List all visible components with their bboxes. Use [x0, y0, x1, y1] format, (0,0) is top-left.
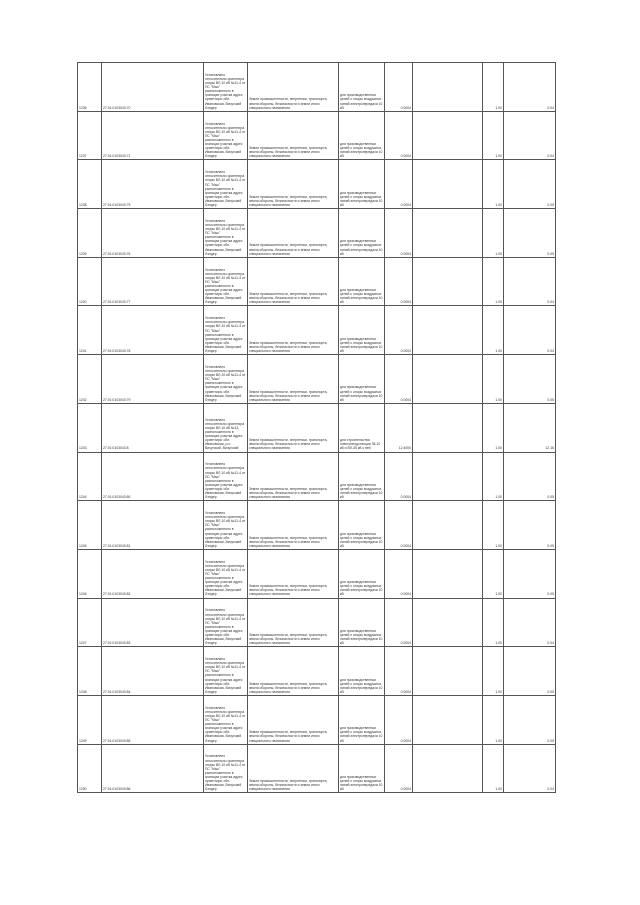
location-description-cell: Установлено относительно ориентира опоры ВЛ-10 кВ №11-4 от ПС "Мыс" расположенного в границах участка адрес ориентира: обл. Ивановская, Вичугский Лэндер — [204, 452, 248, 501]
coefficient-cell: 1.00 — [483, 63, 504, 112]
land-category-cell: Земли промышленности, энергетики, транспорта, земли обороны, безопасности и земли иного специального назначения — [248, 209, 339, 258]
permitted-use-cell: для производственных целей с опоры воздушных линий электропередачи 10 кВ — [339, 598, 385, 647]
location-description-cell: Установлено относительно ориентира опоры ВЛ-10 кВ №11-4 от ПС "Мыс" расположенного в границах участка адрес ориентира: обл. Ивановская, Вичугский Лэндер — [204, 598, 248, 647]
empty-cell — [413, 257, 483, 306]
permitted-use-cell: для производственных целей с опоры воздушных линий электропередачи 10 кВ — [339, 695, 385, 744]
land-category-cell: Земли промышленности, энергетики, транспорта, земли обороны, безопасности и земли иного специального назначения — [248, 744, 339, 793]
empty-cell — [413, 403, 483, 452]
value-cell: 0.05 — [504, 647, 556, 696]
cadastral-number-cell: 27:01:0103043:84 — [102, 647, 204, 696]
land-category-cell: Земли промышленности, энергетики, транспорта, земли обороны, безопасности и земли иного специального назначения — [248, 452, 339, 501]
row-number-cell: 1240 — [78, 257, 102, 306]
cadastral-number-cell: 27:01:0103043:86 — [102, 744, 204, 793]
land-category-cell: Земли промышленности, энергетики, транспорта, земли обороны, безопасности и земли иного специального назначения — [248, 549, 339, 598]
row-number-cell: 1247 — [78, 598, 102, 647]
table-row — [78, 695, 556, 744]
coefficient-cell: 1.00 — [483, 306, 504, 355]
value-cell: 0.04 — [504, 63, 556, 112]
empty-cell — [413, 598, 483, 647]
value-cell: 0.05 — [504, 695, 556, 744]
land-category-cell: Земли промышленности, энергетики, транспорта, земли обороны, безопасности и земли иного специального назначения — [248, 111, 339, 160]
permitted-use-cell: для производственных целей с опоры воздушных линий электропередачи 10 кВ — [339, 744, 385, 793]
permitted-use-cell: для производственных целей с опоры воздушных линий электропередачи 10 кВ — [339, 306, 385, 355]
cadastral-number-cell: 27:01:0103043:77 — [102, 257, 204, 306]
location-description-cell: Установлено относительно ориентира опоры ВЛ-10 кВ №11-4 от ПС "Мыс" расположенного в границах участка адрес ориентира: обл. Ивановская, Вичугский Лэндер — [204, 744, 248, 793]
row-number-cell: 1248 — [78, 647, 102, 696]
coefficient-cell: 1.00 — [483, 744, 504, 793]
location-description-cell: Установлено относительно ориентира опоры ВЛ-10 кВ №11-4 от ПС "Мыс" расположенного в границах участка адрес ориентира: обл. Ивановская, Вичугский Лэндер — [204, 160, 248, 209]
coefficient-cell: 1.00 — [483, 501, 504, 550]
land-category-cell: Земли промышленности, энергетики, транспорта, земли обороны, безопасности и земли иного специального назначения — [248, 598, 339, 647]
table-row — [78, 160, 556, 209]
value-cell: 0.05 — [504, 209, 556, 258]
permitted-use-cell: для производственных целей с опоры воздушных линий электропередачи 10 кВ — [339, 160, 385, 209]
value-cell: 0.04 — [504, 598, 556, 647]
coefficient-cell: 1.00 — [483, 160, 504, 209]
row-number-cell: 1236 — [78, 63, 102, 112]
location-description-cell: Установлено относительно ориентира опоры ВЛ-10 кВ №11-4 от ПС "Мыс" расположенного в границах участка адрес ориентира: обл. Ивановская, Вичугский Лэндер — [204, 647, 248, 696]
area-cell: 0.0004 — [385, 209, 413, 258]
area-cell: 0.0004 — [385, 647, 413, 696]
cadastral-number-cell: 27:01:0103043:78 — [102, 306, 204, 355]
value-cell: 0.05 — [504, 549, 556, 598]
permitted-use-cell: для производственных целей с опоры воздушных линий электропередачи 10 кВ — [339, 111, 385, 160]
row-number-cell: 1238 — [78, 160, 102, 209]
permitted-use-cell: для производственных целей с опоры воздушных линий электропередачи 10 кВ — [339, 647, 385, 696]
cadastral-number-cell: 27:01:0103043:71 — [102, 111, 204, 160]
empty-cell — [413, 647, 483, 696]
area-cell: 0.0004 — [385, 306, 413, 355]
row-number-cell: 1244 — [78, 452, 102, 501]
table-row — [78, 403, 556, 452]
empty-cell — [413, 306, 483, 355]
location-description-cell: Установлено относительно ориентира опоры ВЛ-10 кВ №11-4 от ПС "Мыс" расположенного в границах участка адрес ориентира: обл. Ивановская, Вичугский Лэндер — [204, 63, 248, 112]
empty-cell — [413, 452, 483, 501]
coefficient-cell: 1.00 — [483, 209, 504, 258]
empty-cell — [413, 209, 483, 258]
row-number-cell: 1241 — [78, 306, 102, 355]
cadastral-number-cell: 27:01:0103043:83 — [102, 598, 204, 647]
table-body — [78, 63, 556, 793]
table-row — [78, 111, 556, 160]
location-description-cell: Установлено относительно ориентира опоры ВЛ-10 кВ №11-4 от ПС "Мыс" расположенного в границах участка адрес ориентира: обл. Ивановская, Вичугский Лэндер — [204, 257, 248, 306]
table-row — [78, 306, 556, 355]
coefficient-cell: 1.00 — [483, 403, 504, 452]
row-number-cell: 1242 — [78, 355, 102, 404]
area-cell: 0.0004 — [385, 501, 413, 550]
row-number-cell: 1246 — [78, 549, 102, 598]
table-row — [78, 452, 556, 501]
permitted-use-cell: для производственных целей с опоры воздушных линий электропередачи 10 кВ — [339, 501, 385, 550]
area-cell: 0.0004 — [385, 63, 413, 112]
permitted-use-cell: для производственных целей с опоры воздушных линий электропередачи 10 кВ — [339, 549, 385, 598]
land-category-cell: Земли промышленности, энергетики, транспорта, земли обороны, безопасности и земли иного специального назначения — [248, 257, 339, 306]
permitted-use-cell: для производственных целей с опоры воздушных линий электропередачи 10 кВ — [339, 452, 385, 501]
cadastral-number-cell: 27:01:0103043:85 — [102, 695, 204, 744]
coefficient-cell: 1.00 — [483, 111, 504, 160]
land-category-cell: Земли промышленности, энергетики, транспорта, земли обороны, безопасности и земли иного специального назначения — [248, 647, 339, 696]
value-cell: 0.05 — [504, 355, 556, 404]
cadastral-number-cell: 27:01:0103043:8 — [102, 403, 204, 452]
location-description-cell: Установлено относительно ориентира опоры ВЛ-10 кВ №11-4 от ПС "Мыс" расположенного в границах участка адрес ориентира: обл. Ивановская, Вичугский Лэндер — [204, 209, 248, 258]
table-row — [78, 63, 556, 112]
land-category-cell: Земли промышленности, энергетики, транспорта, земли обороны, безопасности и земли иного специального назначения — [248, 501, 339, 550]
coefficient-cell: 1.00 — [483, 257, 504, 306]
land-category-cell: Земли промышленности, энергетики, транспорта, земли обороны, безопасности и земли иного специального назначения — [248, 63, 339, 112]
area-cell: 0.0004 — [385, 549, 413, 598]
location-description-cell: Установлено относительно ориентира опоры ВЛ-10 кВ №11-4 от ПС "Мыс" расположенного в границах участка адрес ориентира: обл. Ивановская, Вичугский Лэндер — [204, 695, 248, 744]
area-cell: 0.0004 — [385, 257, 413, 306]
row-number-cell: 1239 — [78, 209, 102, 258]
row-number-cell: 1243 — [78, 403, 102, 452]
permitted-use-cell: для производственных целей с опоры воздушных линий электропередачи 10 кВ — [339, 355, 385, 404]
value-cell: 0.04 — [504, 306, 556, 355]
location-description-cell: Установлено относительно ориентира опоры ВЛ-10 кВ №13, расположенного в границах участка адрес ориентира: обл. Ивановская, р-н Вичугский, Вичугский — [204, 403, 248, 452]
value-cell: 0.04 — [504, 257, 556, 306]
cadastral-number-cell: 27:01:0103043:70 — [102, 63, 204, 112]
area-cell: 0.0004 — [385, 695, 413, 744]
cadastral-number-cell: 27:01:0103043:76 — [102, 209, 204, 258]
permitted-use-cell: для производственных целей с опоры воздушных линий электропередачи 10 кВ — [339, 257, 385, 306]
area-cell: 0.0004 — [385, 598, 413, 647]
empty-cell — [413, 549, 483, 598]
location-description-cell: Установлено относительно ориентира опоры ВЛ-10 кВ №11-4 от ПС "Мыс" расположенного в границах участка адрес ориентира: обл. Ивановская, Вичугский Лэндер — [204, 355, 248, 404]
value-cell: 0.04 — [504, 744, 556, 793]
empty-cell — [413, 744, 483, 793]
value-cell: 0.05 — [504, 452, 556, 501]
area-cell: 0.0004 — [385, 355, 413, 404]
area-cell: 0.0004 — [385, 452, 413, 501]
land-category-cell: Земли промышленности, энергетики, транспорта, земли обороны, безопасности и земли иного специального назначения — [248, 695, 339, 744]
permitted-use-cell: для производственных целей с опоры воздушных линий электропередачи 10 кВ — [339, 209, 385, 258]
table-row — [78, 257, 556, 306]
row-number-cell: 1245 — [78, 501, 102, 550]
empty-cell — [413, 695, 483, 744]
location-description-cell: Установлено относительно ориентира опоры ВЛ-10 кВ №11-4 от ПС "Мыс" расположенного в границах участка адрес ориентира: обл. Ивановская, Вичугский Лэндер — [204, 111, 248, 160]
row-number-cell: 1249 — [78, 695, 102, 744]
land-category-cell: Земли промышленности, энергетики, транспорта, земли обороны, безопасности и земли иного специального назначения — [248, 160, 339, 209]
permitted-use-cell: для строительства электроподстанции 35-10 кВ и ВЛ-35 кВ к ней — [339, 403, 385, 452]
permitted-use-cell: для производственных целей с опоры воздушных линий электропередачи 10 кВ — [339, 63, 385, 112]
location-description-cell: Установлено относительно ориентира опоры ВЛ-10 кВ №11-4 от ПС "Мыс" расположенного в границах участка адрес ориентира: обл. Ивановская, Вичугский Лэндер — [204, 501, 248, 550]
table-row — [78, 647, 556, 696]
coefficient-cell: 1.00 — [483, 695, 504, 744]
area-cell: 0.0004 — [385, 111, 413, 160]
coefficient-cell: 1.00 — [483, 355, 504, 404]
empty-cell — [413, 501, 483, 550]
value-cell: 0.04 — [504, 111, 556, 160]
table-row — [78, 744, 556, 793]
land-category-cell: Земли промышленности, энергетики, транспорта, земли обороны, безопасности и земли иного специального назначения — [248, 403, 339, 452]
land-parcel-table — [77, 62, 556, 793]
row-number-cell: 1250 — [78, 744, 102, 793]
value-cell: 12.16 — [504, 403, 556, 452]
table-row — [78, 549, 556, 598]
land-category-cell: Земли промышленности, энергетики, транспорта, земли обороны, безопасности и земли иного специального назначения — [248, 306, 339, 355]
empty-cell — [413, 160, 483, 209]
coefficient-cell: 1.00 — [483, 452, 504, 501]
value-cell: 0.05 — [504, 160, 556, 209]
coefficient-cell: 1.00 — [483, 598, 504, 647]
cadastral-number-cell: 27:01:0103043:79 — [102, 355, 204, 404]
empty-cell — [413, 355, 483, 404]
value-cell: 0.05 — [504, 501, 556, 550]
area-cell: 12.4000 — [385, 403, 413, 452]
table-row — [78, 355, 556, 404]
area-cell: 0.0004 — [385, 160, 413, 209]
cadastral-number-cell: 27:01:0103043:80 — [102, 452, 204, 501]
row-number-cell: 1237 — [78, 111, 102, 160]
cadastral-number-cell: 27:01:0103043:81 — [102, 501, 204, 550]
coefficient-cell: 1.00 — [483, 549, 504, 598]
empty-cell — [413, 63, 483, 112]
location-description-cell: Установлено относительно ориентира опоры ВЛ-10 кВ №11-4 от ПС "Мыс" расположенного в границах участка адрес ориентира: обл. Ивановская, Вичугский Лэндер — [204, 306, 248, 355]
table-row — [78, 209, 556, 258]
table-row — [78, 501, 556, 550]
area-cell: 0.0004 — [385, 744, 413, 793]
table-row — [78, 598, 556, 647]
cadastral-number-cell: 27:01:0103043:75 — [102, 160, 204, 209]
empty-cell — [413, 111, 483, 160]
coefficient-cell: 1.00 — [483, 647, 504, 696]
cadastral-number-cell: 27:01:0103043:82 — [102, 549, 204, 598]
location-description-cell: Установлено относительно ориентира опоры ВЛ-10 кВ №11-4 от ПС "Мыс" расположенного в границах участка адрес ориентира: обл. Ивановская, Вичугский Лэндер — [204, 549, 248, 598]
land-category-cell: Земли промышленности, энергетики, транспорта, земли обороны, безопасности и земли иного специального назначения — [248, 355, 339, 404]
